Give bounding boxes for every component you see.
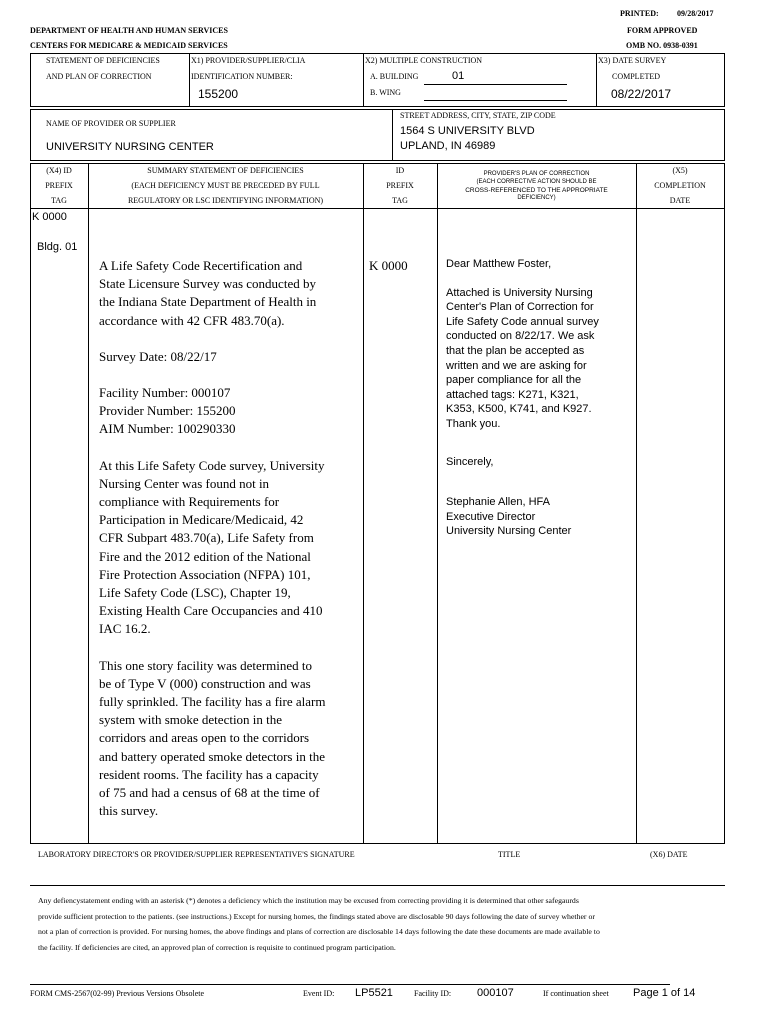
address-line1: 1564 S UNIVERSITY BLVD (400, 125, 535, 137)
plan-header-4: DEFICIENCY) (517, 195, 556, 201)
x1-label-1: X1) PROVIDER/SUPPLIER/CLIA (191, 56, 306, 65)
summary-paragraph: A Life Safety Code Recertification and State Licensure Survey was conducted by the Indiana State Department of Health in accordance with 42 CFR 483.70(a). (99, 258, 317, 328)
summary-paragraph: Facility Number: 000107 (99, 385, 231, 401)
summary-header-1: SUMMARY STATEMENT OF DEFICIENCIES (147, 166, 304, 175)
x6-date-label: (X6) DATE (650, 850, 688, 859)
summary-paragraph: AIM Number: 100290330 (99, 421, 236, 437)
summary-statement (99, 257, 327, 820)
summary-paragraph: This one story facility was determined to be of Type V (000) construction and was fully sprinkled. The facility has a fire alarm system with smoke detection in the corridors and areas open to the corridors and battery operated smoke detectors in the resident rooms. The facility has a capacity of 75 and had a census of 68 at the time of this survey. (99, 657, 326, 819)
form-id: FORM CMS-2567(02-99) Previous Versions Obsolete (30, 989, 205, 998)
id-header-1: ID (395, 166, 405, 175)
x5-header-2: COMPLETION (654, 181, 706, 190)
wing-label: B. WING (370, 88, 401, 97)
address-line2: UPLAND, IN 46989 (400, 140, 496, 152)
plan-id-tag: K 0000 (369, 258, 408, 273)
footer-divider (30, 885, 725, 886)
event-id-label: Event ID: (303, 989, 335, 998)
plan-header-3: CROSS-REFERENCED TO THE APPROPRIATE (465, 187, 608, 194)
plan-header-1: PROVIDER'S PLAN OF CORRECTION (483, 171, 590, 177)
wing-underline (424, 100, 567, 101)
building-value: 01 (452, 70, 465, 82)
plan-body: Attached is University Nursing Center's Plan of Correction for Life Safety Code annual survey conducted on 8/22/17. We ask that the plan be accepted as written and we are asking for paper compliance for all the attached tags: K271, K321, K353, K500, K741, and K927. Thank you. (446, 286, 599, 430)
summary-paragraph: At this Life Safety Code survey, University Nursing Center was found not in compliance with Requirements for Participation in Medicare/Medicaid, 42 CFR Subpart 483.70(a), Life Safety from Fire and the 2012 edition of the National Fire Protection Association (NFPA) 101, Life Safety Code (LSC), Chapter 19, Existing Health Care Occupancies and 410 IAC 16.2. (99, 457, 325, 637)
facility-id-value: 000107 (477, 987, 514, 999)
facility-id-label: Facility ID: (414, 989, 452, 998)
provider-name: UNIVERSITY NURSING CENTER (46, 141, 214, 153)
deficiency-tag: K 0000 (32, 211, 67, 223)
summary-header-3: REGULATORY OR LSC IDENTIFYING INFORMATION) (127, 196, 324, 205)
dept-line2: CENTERS FOR MEDICARE & MEDICAID SERVICES (30, 41, 228, 50)
plan-closing: Sincerely, (446, 455, 494, 468)
x2-label: X2) MULTIPLE CONSTRUCTION (365, 56, 483, 65)
event-id-value: LP5521 (355, 987, 393, 999)
signature-label: LABORATORY DIRECTOR'S OR PROVIDER/SUPPLIER REPRESENTATIVE'S SIGNATURE (38, 850, 355, 859)
id-header-3: TAG (392, 196, 408, 205)
statement-label-1: STATEMENT OF DEFICIENCIES (46, 56, 160, 65)
bottom-divider (30, 984, 670, 985)
printed-date: 09/28/2017 (677, 9, 714, 18)
x5-header-1: (X5) (672, 166, 688, 175)
x3-label-1: X3) DATE SURVEY (598, 56, 667, 65)
omb-number: OMB NO. 0938-0391 (626, 41, 698, 50)
summary-paragraph: Survey Date: 08/22/17 (99, 348, 217, 364)
signer-org: University Nursing Center (446, 525, 572, 538)
x4-header-3: TAG (51, 196, 67, 205)
provider-name-label: NAME OF PROVIDER OR SUPPLIER (46, 119, 176, 128)
building-label: A. BUILDING (370, 72, 419, 81)
building-id: Bldg. 01 (37, 241, 78, 253)
x1-label-2: IDENTIFICATION NUMBER: (191, 72, 293, 81)
building-underline (424, 84, 567, 85)
page-number: Page 1 of 14 (633, 987, 696, 999)
survey-completed-date: 08/22/2017 (611, 87, 672, 101)
disclaimer: Any defiencystatement ending with an asterisk (*) denotes a deficiency which the institution may be excused from correcting providing it is determined that other safegaurds provide sufficient protection to the patients. (see instructions.) Except for nursing homes, the findings stated above are disclosable 90 days following the date of survey whether or not a plan of correction is provided. For nursing homes, the above findings and plans of correction are disclosable 14 days following the date these documents are made available to the facility. If deficiencies are cited, an approved plan of correction is requisite to continued program participation. (38, 896, 600, 952)
signer-name: Stephanie Allen, HFA (446, 496, 550, 509)
signer-title: Executive Director (446, 510, 536, 523)
address-label: STREET ADDRESS, CITY, STATE, ZIP CODE (400, 111, 556, 120)
plan-of-correction (446, 257, 608, 539)
plan-header-2: (EACH CORRECTIVE ACTION SHOULD BE (476, 179, 597, 185)
title-label: TITLE (498, 850, 521, 859)
form-approved: FORM APPROVED (627, 26, 698, 35)
provider-number: 155200 (198, 87, 239, 101)
printed-label: PRINTED: (620, 9, 659, 18)
continuation-label: If continuation sheet (543, 989, 609, 998)
plan-greeting: Dear Matthew Foster, (446, 258, 552, 270)
summary-paragraph: Provider Number: 155200 (99, 403, 236, 419)
statement-label-2: AND PLAN OF CORRECTION (46, 72, 152, 81)
x4-header-1: (X4) ID (46, 166, 72, 175)
id-header-2: PREFIX (386, 181, 414, 190)
dept-line1: DEPARTMENT OF HEALTH AND HUMAN SERVICES (30, 26, 228, 35)
x4-header-2: PREFIX (45, 181, 73, 190)
x3-label-2: COMPLETED (612, 72, 660, 81)
summary-header-2: (EACH DEFICIENCY MUST BE PRECEDED BY FULL (131, 181, 320, 190)
x5-header-3: DATE (669, 196, 691, 205)
